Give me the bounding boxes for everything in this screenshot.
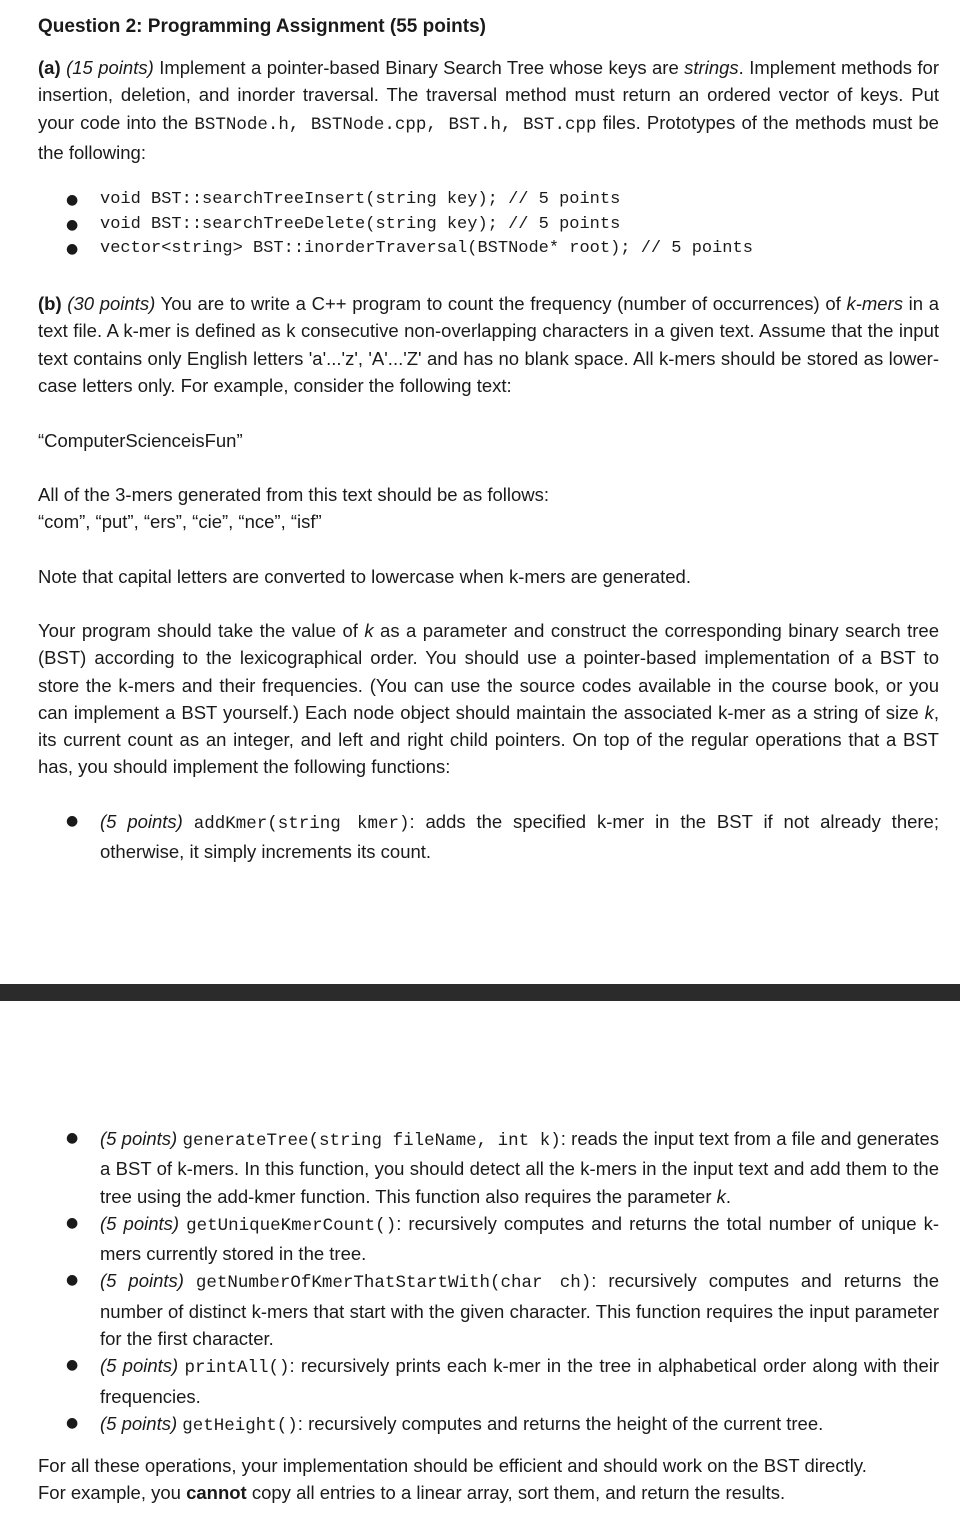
k-variable: k xyxy=(924,701,934,723)
part-b-text: in a text file. A k-mer is defined as k consecutive non-overlapping characters in a given text. Assume that the input text contains only English letters 'a'...'z', 'A'...'Z' and has no blank space. All k-mers should be stored as lower-case letters only. For example, consider the following text: xyxy=(38,293,940,396)
part-b-label: (b) xyxy=(38,293,62,314)
function-points: (5 points) xyxy=(100,1412,178,1434)
bullet-icon: ● xyxy=(66,1130,79,1146)
part-a-keyword: strings xyxy=(684,57,739,78)
k-variable: k xyxy=(716,1185,726,1207)
closing-text: copy all entries to a linear array, sort them, and return the results. xyxy=(246,1482,786,1503)
example-kmers: “com”, “put”, “ers”, “cie”, “nce”, “isf” xyxy=(38,511,322,532)
bullet-icon: ● xyxy=(66,1272,79,1289)
list-item xyxy=(66,237,753,262)
paragraph-text: Your program should take the value of xyxy=(38,620,365,641)
list-item xyxy=(66,1352,939,1410)
list-item xyxy=(66,213,753,238)
function-signature: addKmer(string kmer) xyxy=(193,814,410,834)
paragraph-text: , its current count as an integer, and left and right child pointers. On top of the regular operations that a BST has, you should implement the following functions: xyxy=(38,701,939,778)
part-a-paragraph xyxy=(38,54,939,166)
function-list-bottom xyxy=(66,1125,939,1440)
function-signature: getNumberOfKmerThatStartWith(char ch) xyxy=(195,1273,592,1294)
function-signature: printAll() xyxy=(184,1358,290,1379)
bullet-icon: ● xyxy=(66,1357,79,1374)
part-b-points: (30 points) xyxy=(67,293,156,314)
function-points: (5 points) xyxy=(100,1128,178,1149)
paragraph-text: as a parameter and construct the corresponding binary search tree (BST) according to the lexicographical order. You should use a pointer-based implementation of a BST to store the k-mers and their frequencies. (You can use the source codes available in the course book, or you can implement a BST yourself.) Each node object should maintain the associated k-mer as a string of size xyxy=(38,620,940,723)
prototype-code: vector<string> BST::inorderTraversal(BSTNode* root); // 5 points xyxy=(100,239,753,258)
function-description: : recursively prints each k-mer in the tree in alphabetical order along with their frequencies. xyxy=(100,1355,940,1407)
part-b-text: You are to write a C++ program to count the frequency (number of occurrences) of xyxy=(155,293,847,314)
part-a-filenames: BSTNode.h, BSTNode.cpp, BST.h, BST.cpp xyxy=(194,114,597,135)
kmers-term: k-mers xyxy=(846,293,903,314)
function-signature: getHeight() xyxy=(182,1415,298,1436)
function-description: : reads the input text from a file and generates a BST of k-mers. In this function, you should detect all the k-mers in the input text and add them to the tree using the add-kmer function. This function also requires the parameter xyxy=(100,1128,940,1207)
page-title: Question 2: Programming Assignment (55 points) xyxy=(38,16,486,37)
list-item xyxy=(66,188,753,213)
prototype-code: void BST::searchTreeInsert(string key); // 5 points xyxy=(100,190,621,209)
k-variable: k xyxy=(364,620,374,641)
function-points: (5 points) xyxy=(100,811,183,832)
page-divider xyxy=(0,984,960,1001)
example-text: “ComputerScienceisFun” xyxy=(38,430,243,451)
prototype-code: void BST::searchTreeDelete(string key); // 5 points xyxy=(100,214,621,234)
part-a-text: files. Prototypes of the methods must be the following: xyxy=(38,111,939,163)
list-item xyxy=(66,1210,939,1268)
part-a-text: Implement a pointer-based Binary Search Tree whose keys are xyxy=(153,57,685,78)
bullet-icon: ● xyxy=(66,241,79,257)
function-points: (5 points) xyxy=(100,1355,179,1377)
description-paragraph xyxy=(38,617,939,781)
part-a-points: (15 points) xyxy=(66,57,154,78)
function-points: (5 points) xyxy=(100,1212,180,1234)
closing-line-2 xyxy=(38,1479,939,1506)
closing-line-1: For all these operations, your implementation should be efficient and should work on the BST directly. xyxy=(38,1455,867,1476)
function-description: : recursively computes and returns the number of distinct k-mers that start with the given character. This function requires the input parameter for the first character. xyxy=(100,1270,939,1350)
closing-text: For example, you xyxy=(38,1482,187,1503)
function-description: : recursively computes and returns the height of the current tree. xyxy=(297,1412,824,1434)
function-description: : recursively computes and returns the total number of unique k-mers currently stored in the tree. xyxy=(100,1212,940,1265)
function-signature: generateTree(string fileName, int k) xyxy=(182,1131,561,1151)
part-b-paragraph xyxy=(38,290,939,399)
bullet-icon: ● xyxy=(66,1214,79,1231)
list-item xyxy=(66,1410,939,1440)
note-text: Note that capital letters are converted to lowercase when k-mers are generated. xyxy=(38,566,691,587)
function-points: (5 points) xyxy=(100,1270,184,1292)
part-a-text: . Implement methods for insertion, deletion, and inorder traversal. The traversal method must return an ordered vector of keys. Put your code into the xyxy=(38,57,940,133)
function-description: . xyxy=(725,1185,732,1207)
function-description: : adds the specified k-mer in the BST if not already there; otherwise, it simply increments its count. xyxy=(100,811,939,863)
list-item xyxy=(66,1267,939,1352)
closing-emphasis: cannot xyxy=(186,1482,247,1503)
bullet-icon: ● xyxy=(66,813,79,829)
bullet-icon: ● xyxy=(66,216,79,233)
bullet-icon: ● xyxy=(66,1414,79,1431)
prototype-list xyxy=(66,188,753,262)
list-item xyxy=(66,808,939,866)
list-item xyxy=(66,1125,939,1210)
function-signature: getUniqueKmerCount() xyxy=(186,1215,397,1236)
bullet-icon: ● xyxy=(66,192,79,208)
function-list-top xyxy=(66,808,939,866)
example-intro: All of the 3-mers generated from this text should be as follows: xyxy=(38,484,550,505)
part-a-label: (a) xyxy=(38,57,61,78)
